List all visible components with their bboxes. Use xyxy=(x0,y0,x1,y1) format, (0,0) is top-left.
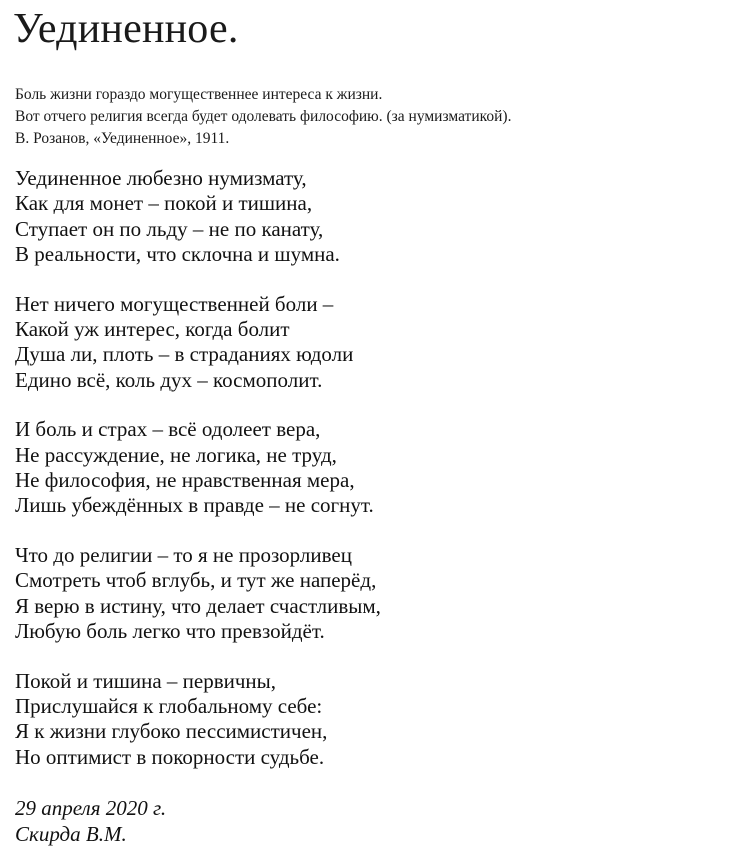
epigraph-line: Боль жизни гораздо могущественнее интереса к жизни. xyxy=(15,86,383,103)
document-page xyxy=(15,0,725,847)
verse-line: Смотреть чтоб вглубь, и тут же наперёд, xyxy=(15,568,377,593)
verse-line: Не рассуждение, не логика, не труд, xyxy=(15,442,337,467)
verse-line: Какой уж интерес, когда болит xyxy=(15,317,290,342)
epigraph-attribution: В. Розанов, «Уединенное», 1911. xyxy=(15,130,230,147)
verse-line: Едино всё, коль дух – космополит. xyxy=(15,367,323,392)
stanza xyxy=(15,292,725,394)
page-title: Уединенное. xyxy=(13,6,239,52)
stanza xyxy=(15,166,725,268)
verse-line: Лишь убеждённых в правде – не согнут. xyxy=(15,493,374,518)
verse-line: Душа ли, плоть – в страданиях юдоли xyxy=(15,342,354,367)
verse-line: Прислушайся к глобальному себе: xyxy=(15,693,323,718)
verse-line: И боль и страх – всё одолеет вера, xyxy=(15,417,321,442)
verse-line: Я верю в истину, что делает счастливым, xyxy=(15,593,381,618)
verse-line: Покой и тишина – первичны, xyxy=(15,668,277,693)
signature-author: Скирда В.М. xyxy=(15,822,127,847)
stanza xyxy=(15,669,725,771)
verse-line: Что до религии – то я не прозорливец xyxy=(15,542,352,567)
verse-line: Ступает он по льду – не по канату, xyxy=(15,216,324,241)
epigraph xyxy=(15,84,725,150)
verse-line: Не философия, не нравственная мера, xyxy=(15,468,355,493)
stanza xyxy=(15,543,725,645)
signature xyxy=(15,795,725,847)
verse-line: Я к жизни глубоко пессимистичен, xyxy=(15,719,328,744)
stanza xyxy=(15,417,725,519)
poem xyxy=(15,166,725,770)
verse-line: В реальности, что склочна и шумна. xyxy=(15,242,340,267)
verse-line: Любую боль легко что превзойдёт. xyxy=(15,619,325,644)
epigraph-line: Вот отчего религия всегда будет одолевать философию. (за нумизматикой). xyxy=(15,108,512,125)
verse-line: Как для монет – покой и тишина, xyxy=(15,191,313,216)
verse-line: Уединенное любезно нумизмату, xyxy=(15,166,307,190)
signature-date: 29 апреля 2020 г. xyxy=(15,796,167,821)
verse-line: Но оптимист в покорности судьбе. xyxy=(15,744,325,769)
verse-line: Нет ничего могущественней боли – xyxy=(15,291,334,316)
